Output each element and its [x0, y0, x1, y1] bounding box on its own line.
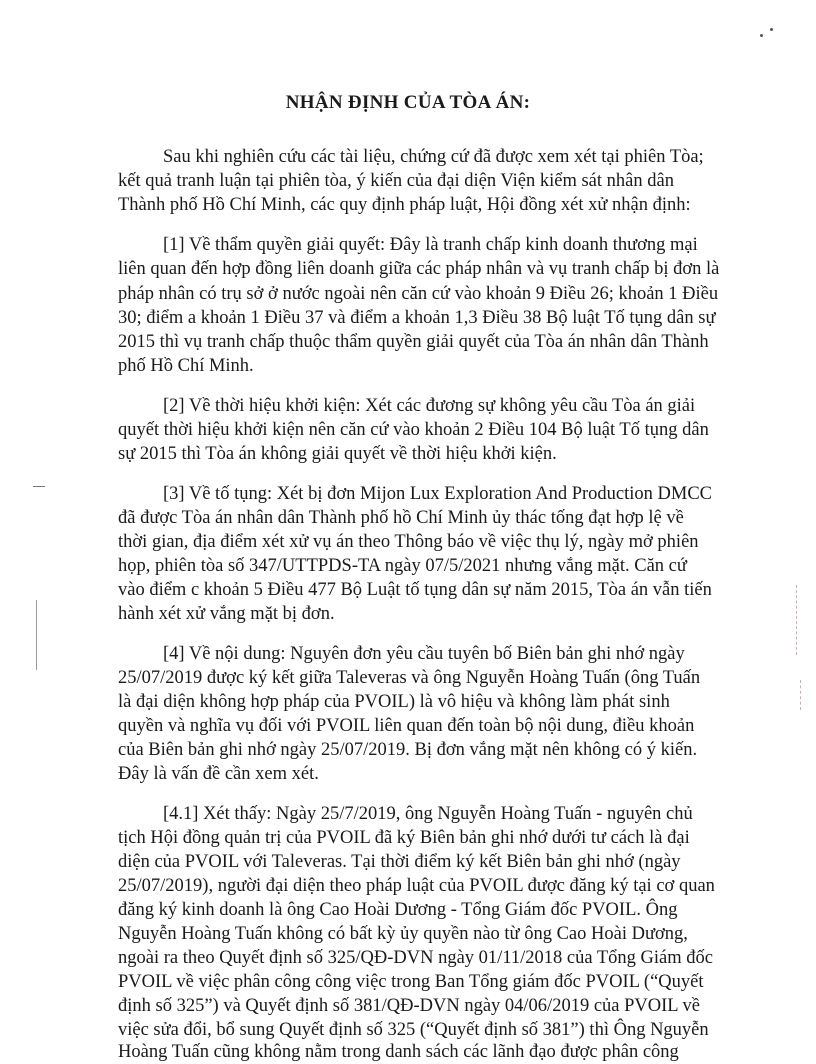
text-line: của Biên bản ghi nhớ ngày 25/07/2019. Bị đơn vắng mặt nên không có ý kiến.	[118, 740, 698, 760]
scan-dot	[760, 34, 763, 37]
text-line: diện của PVOIL với Taleveras. Tại thời điểm ký kết Biên bản ghi nhớ (ngày	[118, 852, 681, 872]
text-line: 30; điểm a khoản 1 Điều 37 và điểm a khoản 1,3 Điều 38 Bộ luật Tố tụng dân sự	[118, 308, 716, 328]
text-line: sự 2015 thì Tòa án không giải quyết về thời hiệu khởi kiện.	[118, 444, 557, 464]
text-line: việc sửa đổi, bổ sung Quyết định số 325 (“Quyết định số 381”) thì Ông Nguyễn	[118, 1020, 709, 1040]
text-line: 25/07/2019), người đại diện theo pháp luật của PVOIL được đăng ký tại cơ quan	[118, 876, 715, 896]
text-line: kết quả tranh luận tại phiên tòa, ý kiến của đại diện Viện kiểm sát nhân dân	[118, 171, 674, 191]
text-line: Nguyễn Hoàng Tuấn không có bất kỳ ủy quyền nào từ ông Cao Hoài Dương,	[118, 924, 688, 944]
text-line: tịch Hội đồng quản trị của PVOIL đã ký Biên bản ghi nhớ dưới tư cách là đại	[118, 828, 690, 848]
text-line: thời gian, địa điểm xét xử vụ án theo Thông báo về việc thụ lý, ngày mở phiên	[118, 532, 699, 552]
text-line: [2] Về thời hiệu khởi kiện: Xét các đương sự không yêu cầu Tòa án giải	[163, 396, 696, 416]
text-line: là đại diện không hợp pháp của PVOIL) là vô hiệu và không làm phát sinh	[118, 692, 670, 712]
text-line: hành xét xử vắng mặt bị đơn.	[118, 604, 335, 624]
text-line: 2015 thì vụ tranh chấp thuộc thẩm quyền giải quyết của Tòa án nhân dân Thành	[118, 332, 709, 352]
text-line: [1] Về thẩm quyền giải quyết: Đây là tranh chấp kinh doanh thương mại	[163, 235, 698, 255]
text-line: Thành phố Hồ Chí Minh, các quy định pháp luật, Hội đồng xét xử nhận định:	[118, 195, 691, 215]
text-line: đăng ký kinh doanh là ông Cao Hoài Dương - Tổng Giám đốc PVOIL. Ông	[118, 900, 678, 920]
text-line: họp, phiên tòa số 347/UTTPDS-TA ngày 07/5/2021 nhưng vắng mặt. Căn cứ	[118, 556, 687, 576]
scan-dot	[770, 28, 773, 31]
text-line: [3] Về tố tụng: Xét bị đơn Mijon Lux Exploration And Production DMCC	[163, 484, 713, 504]
text-line: PVOIL về việc phân công công việc trong Ban Tổng giám đốc PVOIL (“Quyết	[118, 972, 704, 992]
text-line: Đây là vấn đề cần xem xét.	[118, 764, 319, 784]
margin-scribble	[800, 680, 807, 710]
text-line: ngoài ra theo Quyết định số 325/QĐ-DVN ngày 01/11/2018 của Tổng Giám đốc	[118, 948, 713, 968]
text-line: liên quan đến hợp đồng liên doanh giữa các pháp nhân và vụ tranh chấp bị đơn là	[118, 259, 720, 279]
text-line: Sau khi nghiên cứu các tài liệu, chứng cứ đã được xem xét tại phiên Tòa;	[163, 147, 704, 167]
text-line: vào điểm c khoản 5 Điều 477 Bộ Luật tố tụng dân sự năm 2015, Tòa án vẫn tiến	[118, 580, 712, 600]
scan-edge-mark	[36, 600, 37, 670]
text-line: pháp nhân có trụ sở ở nước ngoài nên căn cứ vào khoản 9 Điều 26; khoản 1 Điều	[118, 284, 719, 304]
text-line: định số 325”) và Quyết định số 381/QĐ-DVN ngày 04/06/2019 của PVOIL về	[118, 996, 700, 1016]
text-line: [4.1] Xét thấy: Ngày 25/7/2019, ông Nguyễn Hoàng Tuấn - nguyên chủ	[163, 804, 693, 824]
text-line: quyền và nghĩa vụ đối với PVOIL liên quan đến toàn bộ nội dung, điều khoản	[118, 716, 695, 736]
scan-edge-mark	[33, 486, 45, 487]
text-line: Hoàng Tuấn cũng không nằm trong danh sách các lãnh đạo được phân công	[118, 1042, 679, 1062]
text-line: 25/07/2019 được ký kết giữa Taleveras và ông Nguyễn Hoàng Tuấn (ông Tuấn	[118, 668, 701, 688]
text-line: đã được Tòa án nhân dân Thành phố hồ Chí Minh ủy thác tống đạt hợp lệ về	[118, 508, 684, 528]
text-line: [4] Về nội dung: Nguyên đơn yêu cầu tuyên bố Biên bản ghi nhớ ngày	[163, 644, 685, 664]
margin-scribble	[796, 585, 803, 655]
text-line: quyết thời hiệu khởi kiện nên căn cứ vào khoản 2 Điều 104 Bộ luật Tố tụng dân	[118, 420, 709, 440]
text-line: phố Hồ Chí Minh.	[118, 356, 254, 376]
section-title: NHẬN ĐỊNH CỦA TÒA ÁN:	[285, 92, 531, 113]
